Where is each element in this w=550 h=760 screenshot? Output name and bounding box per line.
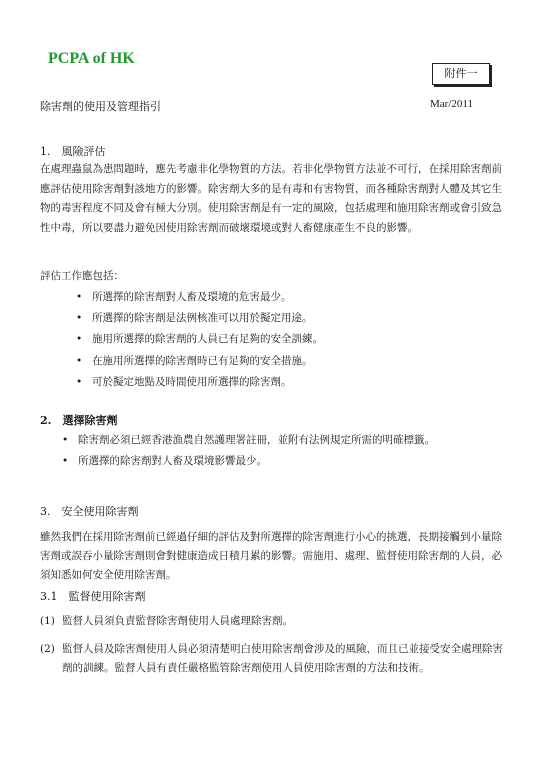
section-1-heading: 1. 風險評估 [40,145,106,158]
document-title: 除害劑的使用及管理指引 [40,100,161,113]
list-item: • 施用所選擇的除害劑的人員已有足夠的安全訓練。 [76,329,516,350]
list-item: • 在施用所選擇的除害劑時已有足夠的安全措施。 [76,351,516,372]
section-3-paragraph: 雖然我們在採用除害劑前已經過仔細的評估及對所選擇的除害劑進行小心的挑選，長期接觸到小量除害劑或誤吞小量除害劑則會對健康造成日積月累的影響。需施用、處理、監督使用除害劑的人員，必須知悉如何安全使用除害劑。 [40,531,502,581]
document-date: Mar/2011 [430,98,473,110]
assessment-intro: 評估工作應包括： [40,270,124,282]
list-item: • 除害劑必須已經香港漁農自然護理署註冊，並附有法例規定所需的明確標籤。 [62,430,522,451]
annex-label-box: 附件一 [432,63,490,85]
item-text: 監督人員須負責監督除害劑使用人員處理除害劑。 [62,615,293,627]
list-item [40,640,510,700]
list-item: • 可於擬定地點及時間使用所選擇的除害劑。 [76,372,516,393]
section-3-heading: 3. 安全使用除害劑 [40,505,139,518]
item-text: 監督人員及除害劑使用人員必須清楚明白使用除害劑會涉及的風險，而且已並接受安全處理除害劑的訓練。監督人員有責任嚴格監管除害劑使用人員使用除害劑的方法和技術。 [62,643,503,674]
organization-name: PCPA of HK [48,50,135,67]
section-2-heading: 2. 選擇除害劑 [40,414,118,427]
list-item [40,612,510,632]
selection-list [62,430,522,472]
item-number: (1) [40,615,55,627]
list-item: • 所選擇的除害劑對人畜及環境的危害最少。 [76,287,516,308]
subsection-3-1-heading: 3.1 監督使用除害劑 [40,590,146,603]
section-1-paragraph: 在處理蟲鼠為患問題時，應先考慮非化學物質的方法。若非化學物質方法並不可行，在採用除害劑前應評估使用除害劑對該地方的影響。除害劑大多的是有毒和有害物質，而各種除害劑對人體及其它生物的毒害程度不同及會有極大分別。使用除害劑是有一定的風險，包括處理和施用除害劑或會引致急性中毒，所以要盡力避免因使用除害劑而破壞環境或對人畜健康產生不良的影響。 [40,163,502,234]
list-item: • 所選擇的除害劑對人畜及環境影響最少。 [62,451,522,472]
assessment-list [76,287,516,393]
list-item: • 所選擇的除害劑是法例核准可以用於擬定用途。 [76,308,516,329]
item-number: (2) [40,643,55,655]
